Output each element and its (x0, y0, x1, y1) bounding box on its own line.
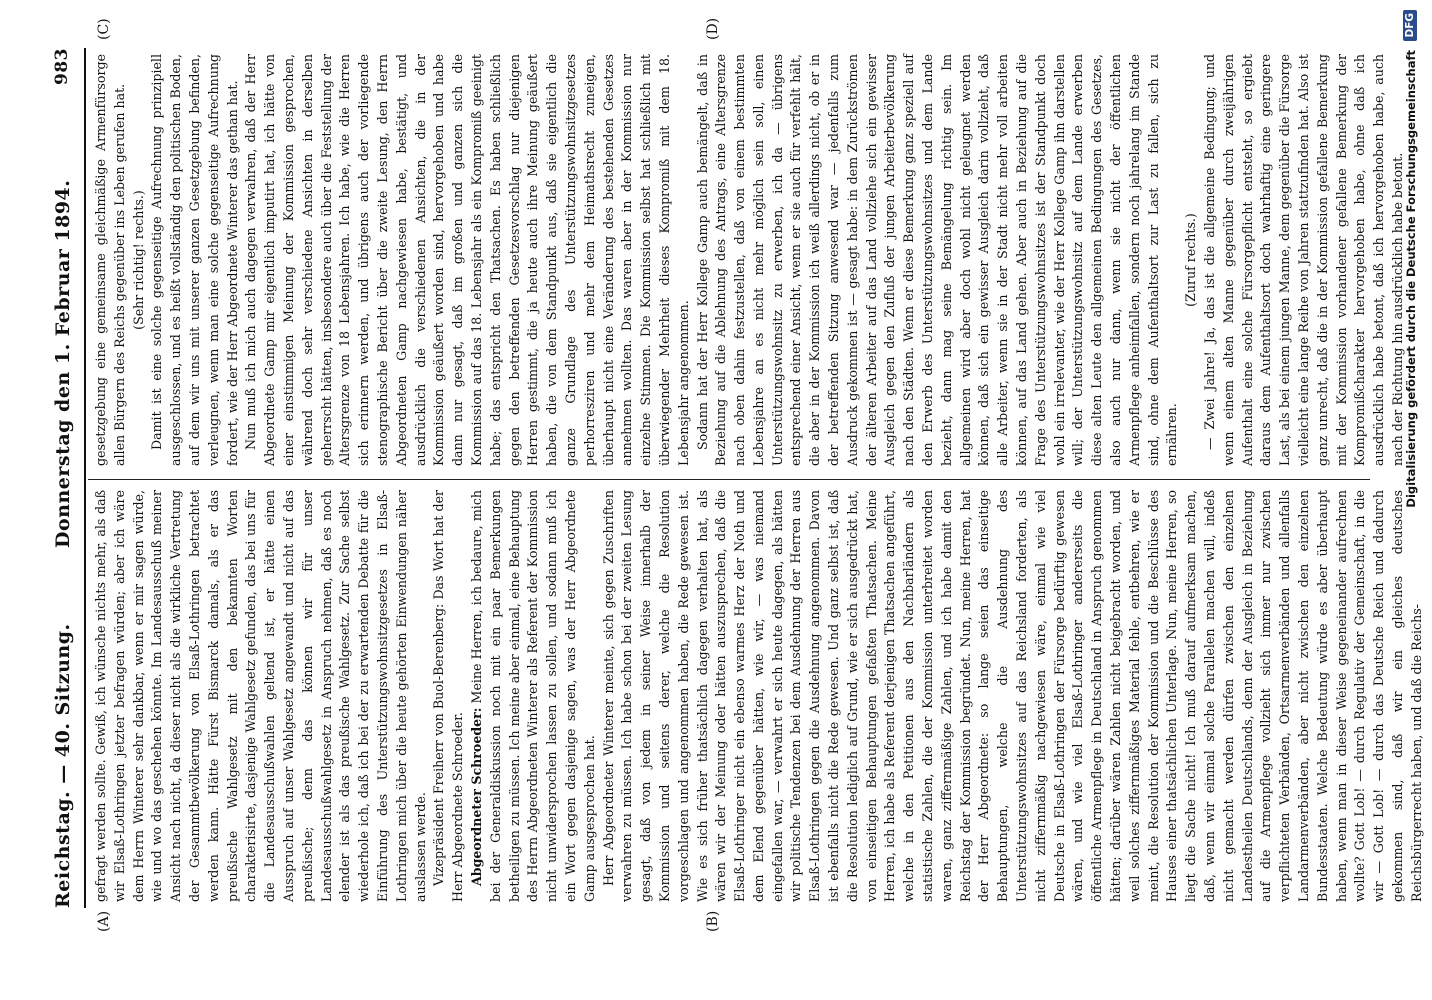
reaction-note: (Zuruf rechts.) (1183, 213, 1199, 307)
speaker-name: Abgeordneter Schroeder: (468, 707, 484, 886)
speech-text: Meine Herren, ich bedaure, mich bei der Generaldiskussion noch mit ein paar Bemerkungen betheiligen zu müssen. Ich meine aber einmal, eine Behauptung des Herrn Abgeordneten Winterer als Referent der Kommission nicht unwidersprochen lassen zu sollen, und sodann muß ich ein Wort gegen dasjenige sagen, was der Herr Abgeordnete Gamp ausgesprochen hat. (468, 490, 597, 902)
header-session: Reichstag. — 40. Sitzung. (52, 623, 74, 908)
right-column (92, 54, 1405, 466)
margin-marker-a: (A) (96, 910, 112, 932)
speaker-paragraph (468, 490, 600, 902)
paragraph: — Zwei Jahre! Ja, das ist die allgemeine Bedingung; und wenn einem alten Manne gegenüber durch zweijährigen Aufenthalt eine solche Fürsorgepflicht entsteht, so ergiebt daraus dem Aufenthaltsort doch wahrhaftig eine geringere Last, als bei einem jungen Manne, dem gegenüber die Fürsorge vielleicht eine lange Reihe von Jahren stattzufinden hat. Also ist ganz unrecht, daß die in der Kommission gefallene Bemerkung mit der Kommission vorhandener gefallene Bemerkung der Kompromißcharakter hervorgehoben habe, ohne daß ich ausdrücklich habe betont, daß ich hervorgehoben habe, auch nach der Richtung hin ausdrücklich habe betont. (1202, 54, 1405, 466)
digitization-credit (1404, 10, 1422, 870)
left-column (92, 490, 1424, 902)
paragraph: gefragt werden sollte. Gewiß, ich wünsche nichts mehr, als daß wir Elsaß-Lothringen jetzter befragen würden; aber ich wäre dem Herrn Winterer sehr dankbar, wenn er mir sagen würde, wie und wo das geschehen könnte. Im Landesausschuß meiner Ansicht nach nicht, da dieser nicht als die wirkliche Vertretung der Gesammtbevölkerung von Elsaß-Lothringen betrachtet werden kann. Hätte Fürst Bismarck damals, als er das preußische Wahlgesetz mit den bekannten Worten charakterisirte, dasjenige Wahlgesetz gefunden, das bei uns für die Landesausschußwahlen geltend ist, er hätte einen Ausspruch auf unser Wahlgesetz angewandt und nicht auf das preußische; denn das können wir für unser Landesausschußwahlgesetz in Anspruch nehmen, daß es noch elender ist als das preußische Wahlgesetz. Zur Sache selbst wiederhole ich, daß ich bei der zu erwartenden Debatte für die Einführung des Unterstützungswohnsitzgesetzes in Elsaß-Lothringen mich über die heute gehörten Einwendungen näher auslassen werde. (93, 490, 428, 902)
dfg-logo: DFG (1403, 10, 1417, 41)
page-header (50, 48, 80, 908)
paragraph: Sodann hat der Herr Kollege Gamp auch bemängelt, daß in Beziehung auf die Ablehnung des Antrags, eine Altersgrenze nach oben dahin festzustellen, daß von einem bestimmten Lebensjahre an es nicht mehr möglich sein soll, einen Unterstützungswohnsitz zu erwerben, ich da — übrigens entsprechend einer Ansicht, wenn er sie auch für verfehlt hält, die aber in der Kommission ich weiß allerdings nicht, ob er in der betreffenden Sitzung anwesend war — jedenfalls zum Ausdruck gekommen ist — gesagt habe: in dem Zurückströmen der älteren Arbeiter auf das Land vollziehe sich ein gewisser Ausgleich gegen den Zufluß der jungen Arbeiterbevölkerung nach den Städten. Wenn er diese Bemerkung ganz speziell auf den Erwerb des Unterstützungswohnsitzes und dem Lande bezieht, dann mag seine Bemängelung richtig sein. Im allgemeinen wird aber doch wohl nicht geleugnet werden können, daß sich ein gewisser Ausgleich darin vollzieht, daß alle Arbeiter, wenn sie in der Stadt nicht mehr voll arbeiten können, auf das Land gehen. Aber auch in Beziehung auf die Frage des Unterstützungswohnsitzes ist der Standpunkt doch wohl ein irrelevanter, wie der Herr Kollege Gamp ihn darstellen will; der Unterstützungswohnsitz auf dem Lande erwerben diese alten Leute den allgemeinen Bedingungen des Gesetzes, also auch nur dann, wenn sie nicht der öffentlichen Armenpflege anheimfallen, sondern noch jahrelang im Stande sind, ohne dem Aufenthaltsort zur Last zu fallen, sich zu ernähren. (694, 54, 1180, 466)
margin-marker-c: (C) (96, 18, 112, 40)
credit-text: Digitalisierung gefördert durch die Deutsche Forschungsgemeinschaft (1404, 50, 1418, 508)
header-date: Donnerstag den 1. Februar 1894. (52, 179, 74, 548)
column-divider (88, 479, 1370, 480)
paragraph: Damit ist eine solche gegenseitige Aufrechnung prinzipiell ausgeschlossen, und es heißt vollständig den politischen Boden, auf dem wir uns mit unserer ganzen Gesetzgebung befinden, verleugnen, wenn man eine solche gegenseitige Aufrechnung fordert, wie der Herr Abgeordnete Winterer das gethan hat. (149, 54, 240, 466)
paragraph: Herr Abgeordneter Winterer meinte, sich gegen Zuschriften verwahren zu müssen. Ich habe schon bei der zweiten Lesung gesagt, daß von jedem in seiner Weise innerhalb der Kommission und seitens derer, welche die Resolution vorgeschlagen und angenommen haben, die Rede gewesen ist. Wie es sich früher thatsächlich dagegen verhalten hat, als wären wir der Meinung oder hätten auszusprechen, daß die Elsaß-Lothringer nicht ein ebenso warmes Herz der Noth und dem Elend gegenüber hätten, wie wir, — was niemand eingefallen war, — verwahrt er sich heute dagegen, als hätten wir politische Tendenzen bei dem Ausdehnung der Herren aus Elsaß-Lothringen gegen die Ausdehnung angenommen. Davon ist ebenfalls nicht die Rede gewesen. Und ganz selbst ist, daß die Resolution lediglich auf Grund, wie er sich ausgedrückt hat, von einseitigen Behauptungen gefaßten Thatsachen. Meine Herren, ich habe als Referent derjenigen Thatsachen angeführt, welche in den Petitionen aus den Nachbarländern als statistische Zahlen, die der Kommission unterbreitet worden waren, ganz ziffernmäßige Zahlen, und ich habe damit den Reichstag der Kommission begründet. Nun, meine Herren, hat der Herr Abgeordnete: so lange seien das einseitige Behauptungen, welche die Ausdehnung des Unterstützungswohnsitzes auf das Reichsland forderten, als nicht ziffernmäßig nachgewiesen wäre, einmal wie viel Deutsche in Elsaß-Lothringen der Fürsorge bedürftig gewesen wären, und wie viel Elsaß-Lothringer andererseits die öffentliche Armenpflege in Deutschland in Anspruch genommen hätten; darüber wären Zahlen nicht beigebracht worden, und weil solches ziffernmäßiges Material fehle, entbehren, wie er meint, die Resolution der Kommission und die Beschlüsse des Hauses einer thatsächlichen Unterlage. Nun, meine Herren, so liegt die Sache nicht! Ich muß darauf aufmerksam machen, daß, wenn wir einmal solche Parallelen machen will, indeß nicht gemacht werden dürfen zwischen den einzelnen Landestheilen Deutschlands, denn der Ausgleich in Beziehung auf die Armenpflege vollzieht sich immer nur zwischen verpflichteten Verbänden, Ortsarmenverbänden und allenfalls Landarmenverbänden, aber nicht zwischen den einzelnen Bundesstaaten. Welche Bedeutung würde es aber überhaupt haben, wenn man in dieser Weise gegeneinander aufrechnen wollte? Gott Lob! — durch Regulativ der Gemeinschaft, in die wir — Gott Lob! — durch das Deutsche Reich und dadurch gekommen sind, daß wir ein gleiches deutsches Reichsbürgerrecht haben, und daß die Reichs- (600, 490, 1424, 902)
header-rule (84, 48, 86, 908)
paragraph: gesetzgebung eine gemeinsame gleichmäßige Armenfürsorge allen Bürgern des Reichs gegenüber ins Leben gerufen hat. (93, 54, 127, 466)
margin-marker-d: (D) (705, 17, 721, 40)
margin-marker-b: (B) (705, 910, 721, 932)
reaction-note: (Sehr richtig! rechts.) (130, 190, 146, 330)
paragraph: Nun muß ich mich auch dagegen verwahren, daß der Herr Abgeordnete Gamp mir eigentlich imputirt hat, ich hätte von einer einstimmigen Meinung der Kommission gesprochen, während doch sehr verschiedene Ansichten in derselben geherrscht hätten, insbesondere auch über die Feststellung der Altersgrenze von 18 Lebensjahren. Ich habe, wie die Herren sich erinnern werden, und übrigens auch der vorliegende stenographische Bericht über die zweite Lesung, den Herrn Abgeordneten Gamp nachgewiesen habe, bestätigt, und ausdrücklich die verschiedenen Ansichten, die in der Kommission geäußert worden sind, hervorgehoben und habe dann nur gesagt, daß im großen und ganzen sich die Kommission auf das 18. Lebensjahr als ein Kompromiß geeinigt habe; das entspricht den Thatsachen. Es haben schließlich gegen den betreffenden Gesetzesvorschlag nur diejenigen Herren gestimmt, die ja heute auch ihre Meinung geäußert haben, die von dem Standpunkt aus, daß sie eigentlich die ganze Grundlage des Unterstützungswohnsitzgesetzes perhorresziren und mehr dem Heimathsrecht zuneigen, überhaupt nicht eine Veränderung des bestehenden Gesetzes annehmen wollten. Das waren aber in der Kommission nur einzelne Stimmen. Die Kommission selbst hat schließlich mit überwiegender Mehrheit dieses Kompromiß mit dem 18. Lebensjahr angenommen. (243, 54, 691, 466)
page-number: 983 (52, 48, 72, 85)
vice-president-paragraph: Vizepräsident Freiherr von Buol-Berenberg: Das Wort hat der Herr Abgeordnete Schroeder. (431, 490, 466, 902)
